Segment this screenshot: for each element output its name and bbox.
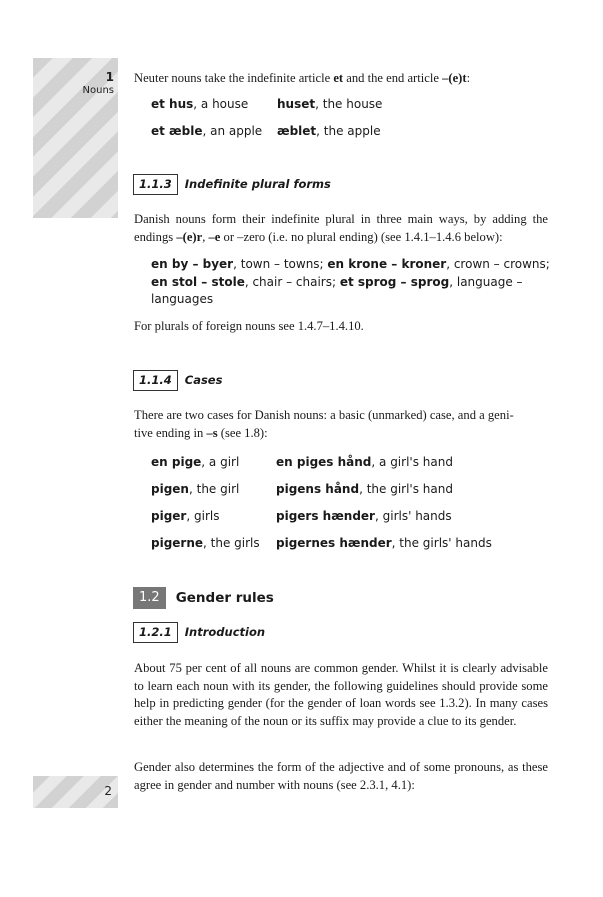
case-example-row: pigerne, the girls — [151, 536, 260, 550]
chapter-marker — [83, 70, 114, 98]
subsection-heading-1-1-3 — [133, 174, 331, 195]
genitive-example: en piges hånd, a girl's hand — [276, 455, 453, 469]
chapter-number: 1 — [105, 70, 114, 84]
subsection-heading-1-1-4 — [133, 370, 222, 391]
chapter-side-tab — [33, 58, 118, 218]
page-number-tab — [33, 776, 118, 808]
neuter-example-row: et hus, a house — [151, 97, 249, 111]
section-heading-1-2 — [133, 587, 274, 609]
neuter-example-row: et æble, an apple — [151, 124, 263, 138]
subsection-number: 1.1.3 — [133, 174, 178, 195]
neuter-intro-paragraph: Neuter nouns take the indefinite article et and the end article –(e)t: — [134, 71, 471, 85]
foreign-plurals-note: For plurals of foreign nouns see 1.4.7–1.4.10. — [134, 319, 364, 333]
subsection-title: Cases — [184, 373, 223, 387]
cases-paragraph: There are two cases for Danish nouns: a basic (unmarked) case, and a geni- tive ending in –s (see 1.8): — [134, 408, 514, 440]
subsection-number: 1.1.4 — [133, 370, 178, 391]
plural-forms-paragraph: Danish nouns form their indefinite plural in three main ways, by adding the endings –(e)r, –e or –zero (i.e. no plural ending) (see 1.4.1–1.4.6 below): — [134, 212, 548, 244]
subsection-heading-1-2-1 — [133, 622, 265, 643]
genitive-example: pigers hænder, girls' hands — [276, 509, 452, 523]
section-number: 1.2 — [133, 587, 166, 609]
neuter-example-definite: huset, the house — [277, 97, 383, 111]
case-example-row: pigen, the girl — [151, 482, 240, 496]
case-example-row: en pige, a girl — [151, 455, 240, 469]
page-number: 2 — [104, 784, 112, 798]
gender-agreement-paragraph: Gender also determines the form of the adjective and of some pronouns, as these agree in gender and number with nouns (see 2.3.1, 4.1): — [134, 760, 548, 792]
chapter-label: Nouns — [82, 85, 114, 96]
plural-examples: en by – byer, town – towns; en krone – kroner, crown – crowns; en stol – stole, chair – chairs; et sprog – sprog, language – languages — [151, 257, 550, 306]
section-title: Gender rules — [175, 590, 274, 606]
genitive-example: pigens hånd, the girl's hand — [276, 482, 453, 496]
case-example-row: piger, girls — [151, 509, 220, 523]
genitive-example: pigernes hænder, the girls' hands — [276, 536, 492, 550]
neuter-example-definite: æblet, the apple — [277, 124, 381, 138]
subsection-number: 1.2.1 — [133, 622, 178, 643]
gender-intro-paragraph: About 75 per cent of all nouns are common gender. Whilst it is clearly advisable to learn each noun with its gender, the following guidelines should provide some help in predicting gender (for the gender of loan words see 1.3.2). In many cases either the meaning of the noun or its suffix may provide a clue to its gender. — [134, 661, 548, 728]
subsection-title: Introduction — [184, 625, 266, 639]
subsection-title: Indefinite plural forms — [184, 177, 331, 191]
